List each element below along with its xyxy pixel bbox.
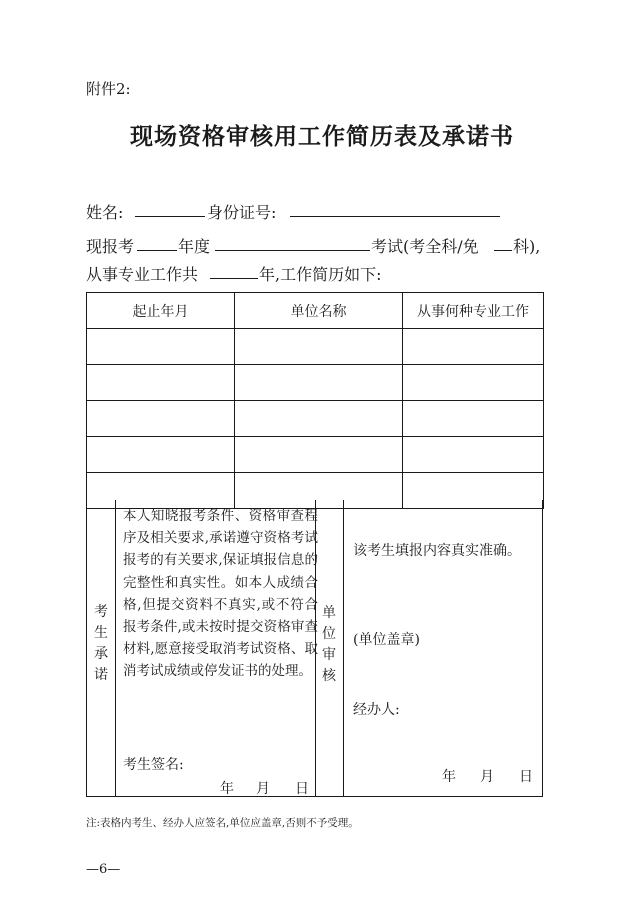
table-cell[interactable] xyxy=(403,437,544,473)
table-row xyxy=(87,365,544,401)
work-history-table xyxy=(86,292,544,509)
divider xyxy=(343,500,344,796)
pledge-date-year: 年 xyxy=(220,781,234,797)
apply-text-3: 考试(考全科/免 xyxy=(371,237,479,256)
table-cell[interactable] xyxy=(235,401,403,437)
handler-label: 经办人: xyxy=(353,702,400,718)
pledge-date-month: 月 xyxy=(256,781,270,797)
col-header-specialty: 从事何种专业工作 xyxy=(403,293,544,329)
id-number-blank[interactable] xyxy=(290,216,500,217)
pledge-text: 本人知晓报考条件、资格审查程序及相关要求,承诺遵守资格考试报考的有关要求,保证填报信息的完整性和真实性。如本人成绩合格,但提交资料不真实,或不符合报考条件,或未按时提交资格审查材料,愿意接受取消考试资格、取消考试成绩或停发证书的处理。 xyxy=(123,508,318,680)
name-blank[interactable] xyxy=(135,216,205,217)
seal-label: (单位盖章) xyxy=(353,632,420,648)
page-number: —6— xyxy=(86,862,121,877)
signature-label: 考生签名: xyxy=(123,757,184,773)
name-label: 姓名: xyxy=(86,203,124,222)
table-cell[interactable] xyxy=(87,329,235,365)
pledge-date-day: 日 xyxy=(295,781,309,797)
apply-year-blank[interactable] xyxy=(137,250,177,251)
review-label: 单位审核 xyxy=(322,605,336,684)
table-row xyxy=(87,437,544,473)
table-cell[interactable] xyxy=(87,401,235,437)
apply-text-2: 年度 xyxy=(178,237,211,256)
divider xyxy=(115,500,116,796)
review-date-day: 日 xyxy=(519,769,533,785)
table-cell[interactable] xyxy=(235,365,403,401)
review-date-month: 月 xyxy=(480,769,494,785)
table-cell[interactable] xyxy=(403,329,544,365)
exempt-subjects-blank[interactable] xyxy=(494,250,512,251)
attachment-label: 附件2: xyxy=(86,80,131,98)
page-title: 现场资格审核用工作简历表及承诺书 xyxy=(130,123,514,150)
table-cell[interactable] xyxy=(403,365,544,401)
pledge-label: 考生承诺 xyxy=(94,604,108,683)
work-text-1: 从事专业工作共 xyxy=(86,265,199,284)
col-header-period: 起止年月 xyxy=(87,293,235,329)
apply-text-4: 科), xyxy=(513,237,541,256)
table-cell[interactable] xyxy=(87,437,235,473)
table-cell[interactable] xyxy=(403,401,544,437)
table-header-row xyxy=(87,293,544,329)
col-header-employer: 单位名称 xyxy=(235,293,403,329)
table-row xyxy=(87,401,544,437)
table-row xyxy=(87,329,544,365)
review-statement: 该考生填报内容真实准确。 xyxy=(353,543,521,559)
review-date-year: 年 xyxy=(442,769,456,785)
table-cell[interactable] xyxy=(87,365,235,401)
id-number-label: 身份证号: xyxy=(207,203,277,222)
table-cell[interactable] xyxy=(235,329,403,365)
apply-text-1: 现报考 xyxy=(86,237,135,256)
footnote: 注:表格内考生、经办人应签名,单位应盖章,否则不予受理。 xyxy=(86,817,359,829)
work-text-2: 年,工作简历如下: xyxy=(259,265,382,284)
exam-name-blank[interactable] xyxy=(215,250,370,251)
table-cell[interactable] xyxy=(235,437,403,473)
work-years-blank[interactable] xyxy=(210,278,258,279)
pledge-review-section xyxy=(86,500,543,797)
